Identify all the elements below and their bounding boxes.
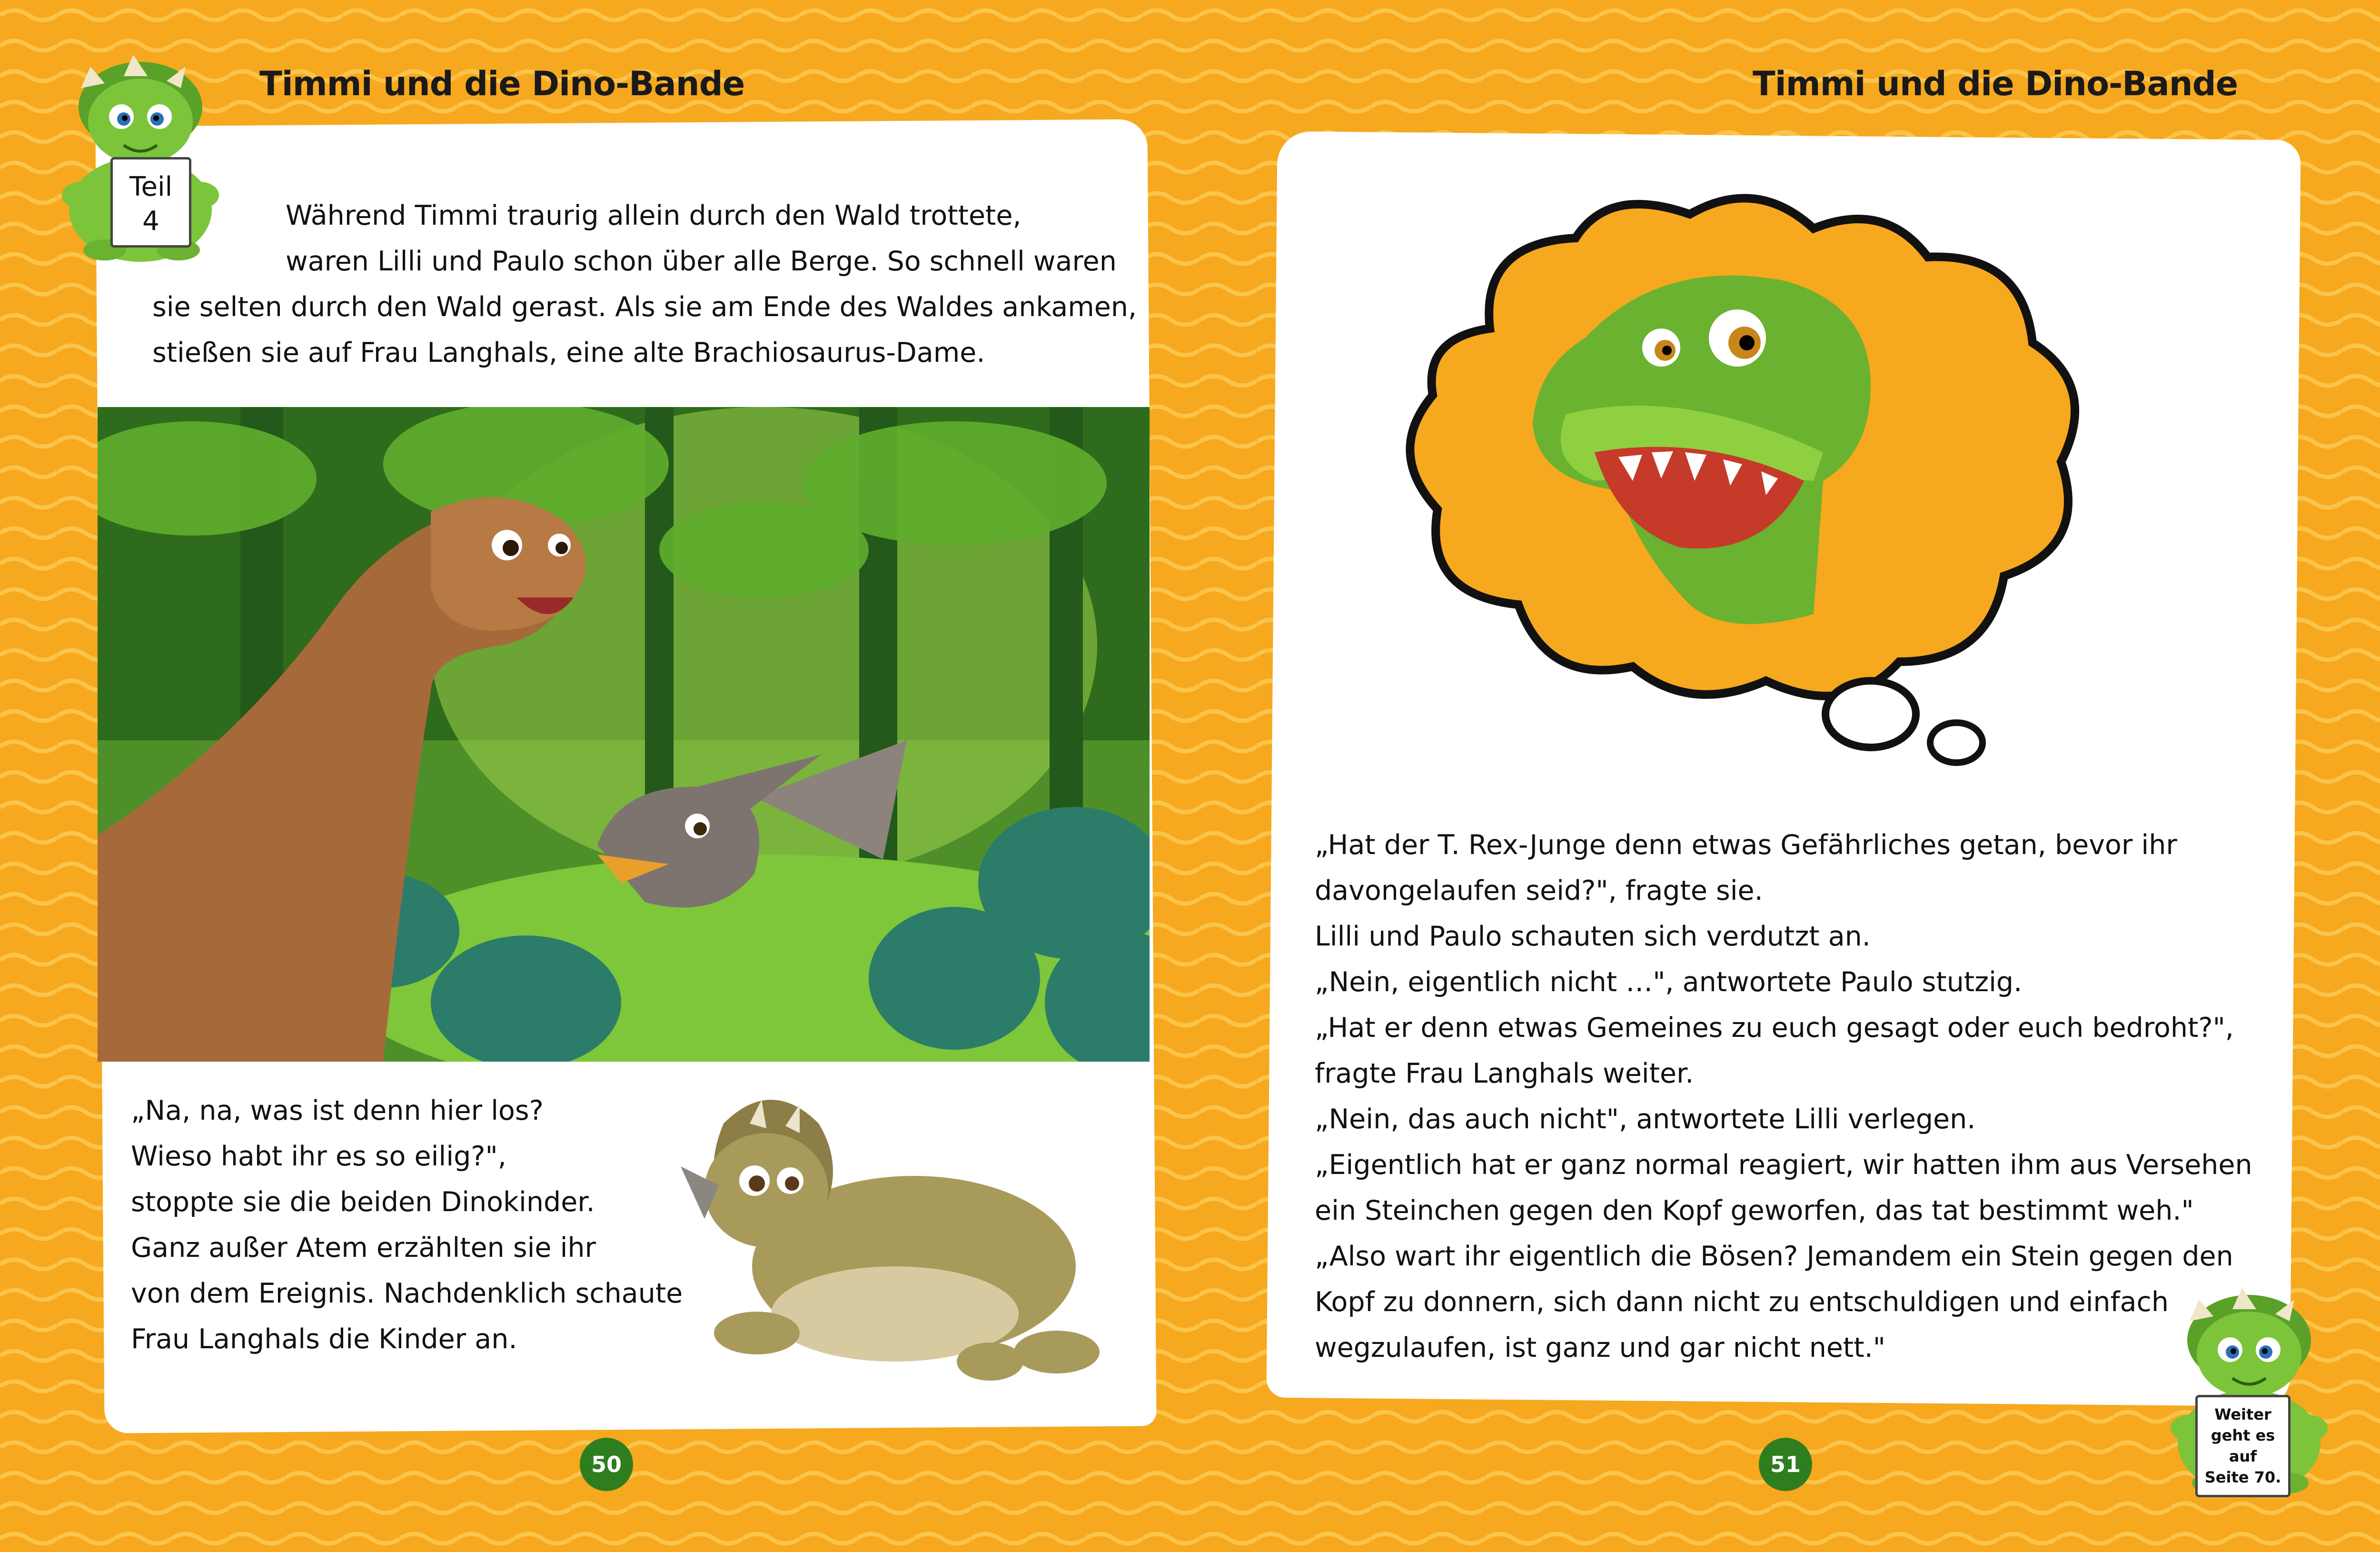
- triceratops-illustration: [647, 1066, 1114, 1400]
- continue-line: Weiter: [2214, 1405, 2271, 1423]
- part-badge-word: Teil: [129, 171, 173, 202]
- left-page-number: 50: [580, 1438, 633, 1491]
- right-page-header: Timmi und die Dino-Bande: [1753, 64, 2238, 103]
- intro-line: sie selten durch den Wald gerast. Als sie am Ende des Waldes ankamen,: [152, 291, 1137, 323]
- dialogue-line: Lilli und Paulo schauten sich verdutzt an.: [1315, 921, 1871, 952]
- dialogue-line: davongelaufen seid?", fragte sie.: [1315, 875, 1763, 906]
- continue-badge: [2195, 1395, 2291, 1497]
- continue-line: geht es: [2211, 1426, 2275, 1444]
- part-badge-number: 4: [142, 206, 159, 237]
- intro-paragraph: [152, 193, 1137, 376]
- dialogue-line: „Nein, das auch nicht", antwortete Lilli verlegen.: [1315, 1104, 1976, 1135]
- intro-line: waren Lilli und Paulo schon über alle Berge. So schnell waren: [286, 246, 1117, 277]
- bottom-line: „Na, na, was ist denn hier los?: [131, 1095, 544, 1126]
- trex-thought-bubble-illustration: [1395, 186, 2137, 790]
- dialogue-line: „Also wart ihr eigentlich die Bösen? Jemandem ein Stein gegen den: [1315, 1241, 2233, 1272]
- dialogue-line: „Nein, eigentlich nicht …", antwortete Paulo stutzig.: [1315, 966, 2023, 998]
- bottom-line: Frau Langhals die Kinder an.: [131, 1323, 517, 1355]
- right-page-number: 51: [1759, 1438, 1812, 1491]
- dialogue-line: wegzulaufen, ist ganz und gar nicht nett.": [1315, 1332, 1885, 1363]
- bottom-paragraph: [131, 1088, 683, 1362]
- continue-line: auf: [2229, 1447, 2257, 1465]
- brachiosaurus-illustration: [98, 407, 1150, 1062]
- bottom-line: Wieso habt ihr es so eilig?",: [131, 1141, 506, 1172]
- intro-line: Während Timmi traurig allein durch den Wald trottete,: [286, 200, 1021, 231]
- bottom-line: stoppte sie die beiden Dinokinder.: [131, 1186, 595, 1218]
- intro-line: stießen sie auf Frau Langhals, eine alte Brachiosaurus-Dame.: [152, 337, 985, 368]
- left-page-header: Timmi und die Dino-Bande: [259, 64, 745, 103]
- dialogue-line: „Eigentlich hat er ganz normal reagiert, wir hatten ihm aus Versehen: [1315, 1149, 2252, 1181]
- bottom-line: Ganz außer Atem erzählten sie ihr: [131, 1232, 596, 1263]
- dialogue-line: „Hat der T. Rex-Junge denn etwas Gefährliches getan, bevor ihr: [1315, 829, 2177, 861]
- dialogue-line: Kopf zu donnern, sich dann nicht zu entschuldigen und einfach: [1315, 1286, 2169, 1318]
- continue-line: Seite 70.: [2204, 1468, 2281, 1486]
- dialogue-line: „Hat er denn etwas Gemeines zu euch gesagt oder euch bedroht?",: [1315, 1012, 2234, 1044]
- dialogue-line: fragte Frau Langhals weiter.: [1315, 1058, 1694, 1089]
- dialogue-line: ein Steinchen gegen den Kopf geworfen, das tat bestimmt weh.": [1315, 1195, 2194, 1226]
- bottom-line: von dem Ereignis. Nachdenklich schaute: [131, 1278, 683, 1309]
- dialogue-paragraph: [1315, 822, 2252, 1371]
